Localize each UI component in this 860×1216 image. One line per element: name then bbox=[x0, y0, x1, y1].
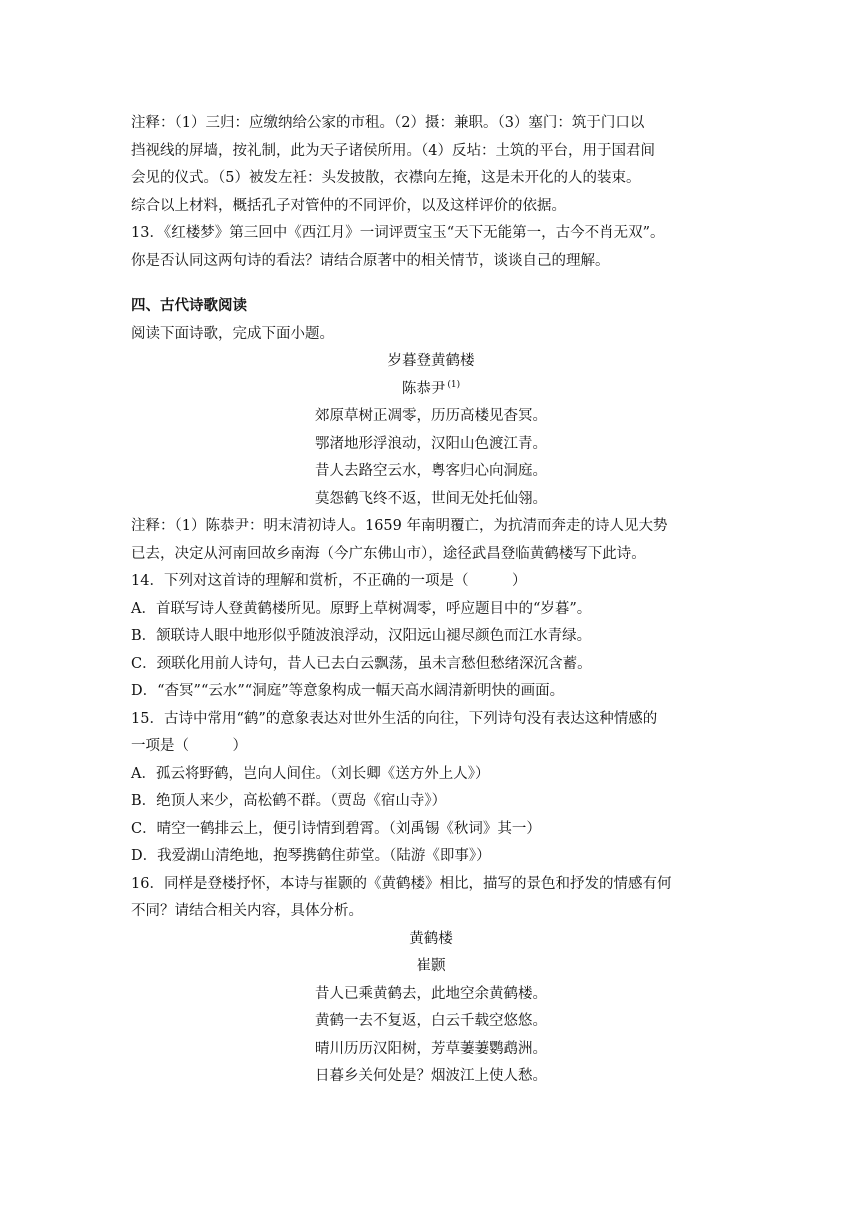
option-a: A．首联写诗人登黄鹤楼所见。原野上草树凋零，呼应题目中的“岁暮”。 bbox=[131, 600, 592, 617]
section-gap bbox=[131, 275, 731, 293]
question-14 bbox=[131, 568, 731, 706]
note-line: 已去，决定从河南回故乡南海（今广东佛山市），途径武昌登临黄鹤楼写下此诗。 bbox=[131, 545, 646, 562]
section-instruction: 阅读下面诗歌，完成下面小题。 bbox=[131, 325, 334, 342]
poem-line: 莫怨鹤飞终不返，世间无处托仙翎。 bbox=[315, 490, 547, 507]
poem-1 bbox=[131, 348, 731, 513]
poem-line: 昔人去路空云水，粤客归心向洞庭。 bbox=[315, 463, 547, 479]
option-a: A．孤云将野鹤，岂向人间住。（刘长卿《送方外上人》） bbox=[131, 765, 490, 782]
notes-block bbox=[131, 110, 731, 220]
option-d: D．我爱湖山清绝地，抱琴携鹤住茆堂。（陆游《即事》） bbox=[131, 848, 491, 864]
summary-question: 综合以上材料，概括孔子对管仲的不同评价，以及这样评价的依据。 bbox=[131, 197, 566, 214]
author-name: 陈恭尹 bbox=[401, 380, 446, 397]
note-line: 挡视线的屏墙，按礼制，此为天子诸侯所用。（4）反坫：土筑的平台，用于国君间 bbox=[131, 142, 655, 159]
option-d: D．“杳冥”“云水”“洞庭”等意象构成一幅天高水阔清新明快的画面。 bbox=[131, 683, 565, 699]
poem-title: 岁暮登黄鹤楼 bbox=[387, 353, 475, 369]
poem-line: 黄鹤一去不复返，白云千载空悠悠。 bbox=[315, 1013, 547, 1029]
question-line: 你是否认同这两句诗的看法？请结合原著中的相关情节，谈谈自己的理解。 bbox=[131, 252, 610, 269]
option-c: C．晴空一鹤排云上，便引诗情到碧霄。（刘禹锡《秋词》其一） bbox=[131, 820, 541, 837]
question-stem: 不同？请结合相关内容，具体分析。 bbox=[131, 903, 363, 919]
poem-author bbox=[131, 376, 731, 404]
document-content bbox=[131, 110, 731, 1091]
poem-line: 郊原草树正凋零，历历高楼见杳冥。 bbox=[315, 408, 547, 424]
poem-2 bbox=[131, 926, 731, 1091]
note-line: 注释：（1）陈恭尹：明末清初诗人。1659 年南明覆亡，为抗清而奔走的诗人见大势 bbox=[131, 518, 668, 534]
question-13 bbox=[131, 220, 731, 275]
question-15 bbox=[131, 706, 731, 871]
poem-line: 昔人已乘黄鹤去，此地空余黄鹤楼。 bbox=[315, 985, 547, 1002]
poem-line: 鄂渚地形浮浪动，汉阳山色渡江青。 bbox=[315, 435, 547, 452]
poem-line: 日暮乡关何处是？烟波江上使人愁。 bbox=[315, 1068, 547, 1084]
question-stem: 16．同样是登楼抒怀，本诗与崔颢的《黄鹤楼》相比，描写的景色和抒发的情感有何 bbox=[131, 875, 672, 892]
poem-1-notes bbox=[131, 513, 731, 568]
question-stem: 14．下列对这首诗的理解和赏析，不正确的一项是（ ） bbox=[131, 573, 527, 589]
poem-author: 崔颢 bbox=[416, 958, 446, 974]
note-line: 注释：（1）三归：应缴纳给公家的市租。（2）摄：兼职。（3）塞门：筑于门口以 bbox=[131, 115, 645, 131]
poem-line: 晴川历历汉阳树，芳草萋萋鹦鹉洲。 bbox=[315, 1040, 547, 1057]
question-stem: 一项是（ ） bbox=[131, 738, 247, 754]
question-16 bbox=[131, 871, 731, 926]
section-heading: 四、古代诗歌阅读 bbox=[131, 298, 247, 314]
question-stem: 15．古诗中常用“鹤”的意象表达对世外生活的向往，下列诗句没有表达这种情感的 bbox=[131, 710, 658, 727]
option-b: B．颔联诗人眼中地形似乎随波浪浮动，汉阳远山褪尽颜色而江水青绿。 bbox=[131, 628, 592, 644]
option-c: C．颈联化用前人诗句，昔人已去白云飘荡，虽未言愁但愁绪深沉含蓄。 bbox=[131, 655, 592, 672]
footnote-marker: (1) bbox=[447, 379, 461, 390]
question-line: 13．《红楼梦》第三回中《西江月》一词评贾宝玉“天下无能第一，古今不肖无双”。 bbox=[131, 225, 665, 241]
poem-title: 黄鹤楼 bbox=[409, 930, 453, 947]
option-b: B．绝顶人来少，高松鹤不群。（贾岛《宿山寺》） bbox=[131, 793, 447, 809]
note-line: 会见的仪式。（5）被发左衽：头发披散，衣襟向左掩，这是未开化的人的装束。 bbox=[131, 170, 641, 186]
